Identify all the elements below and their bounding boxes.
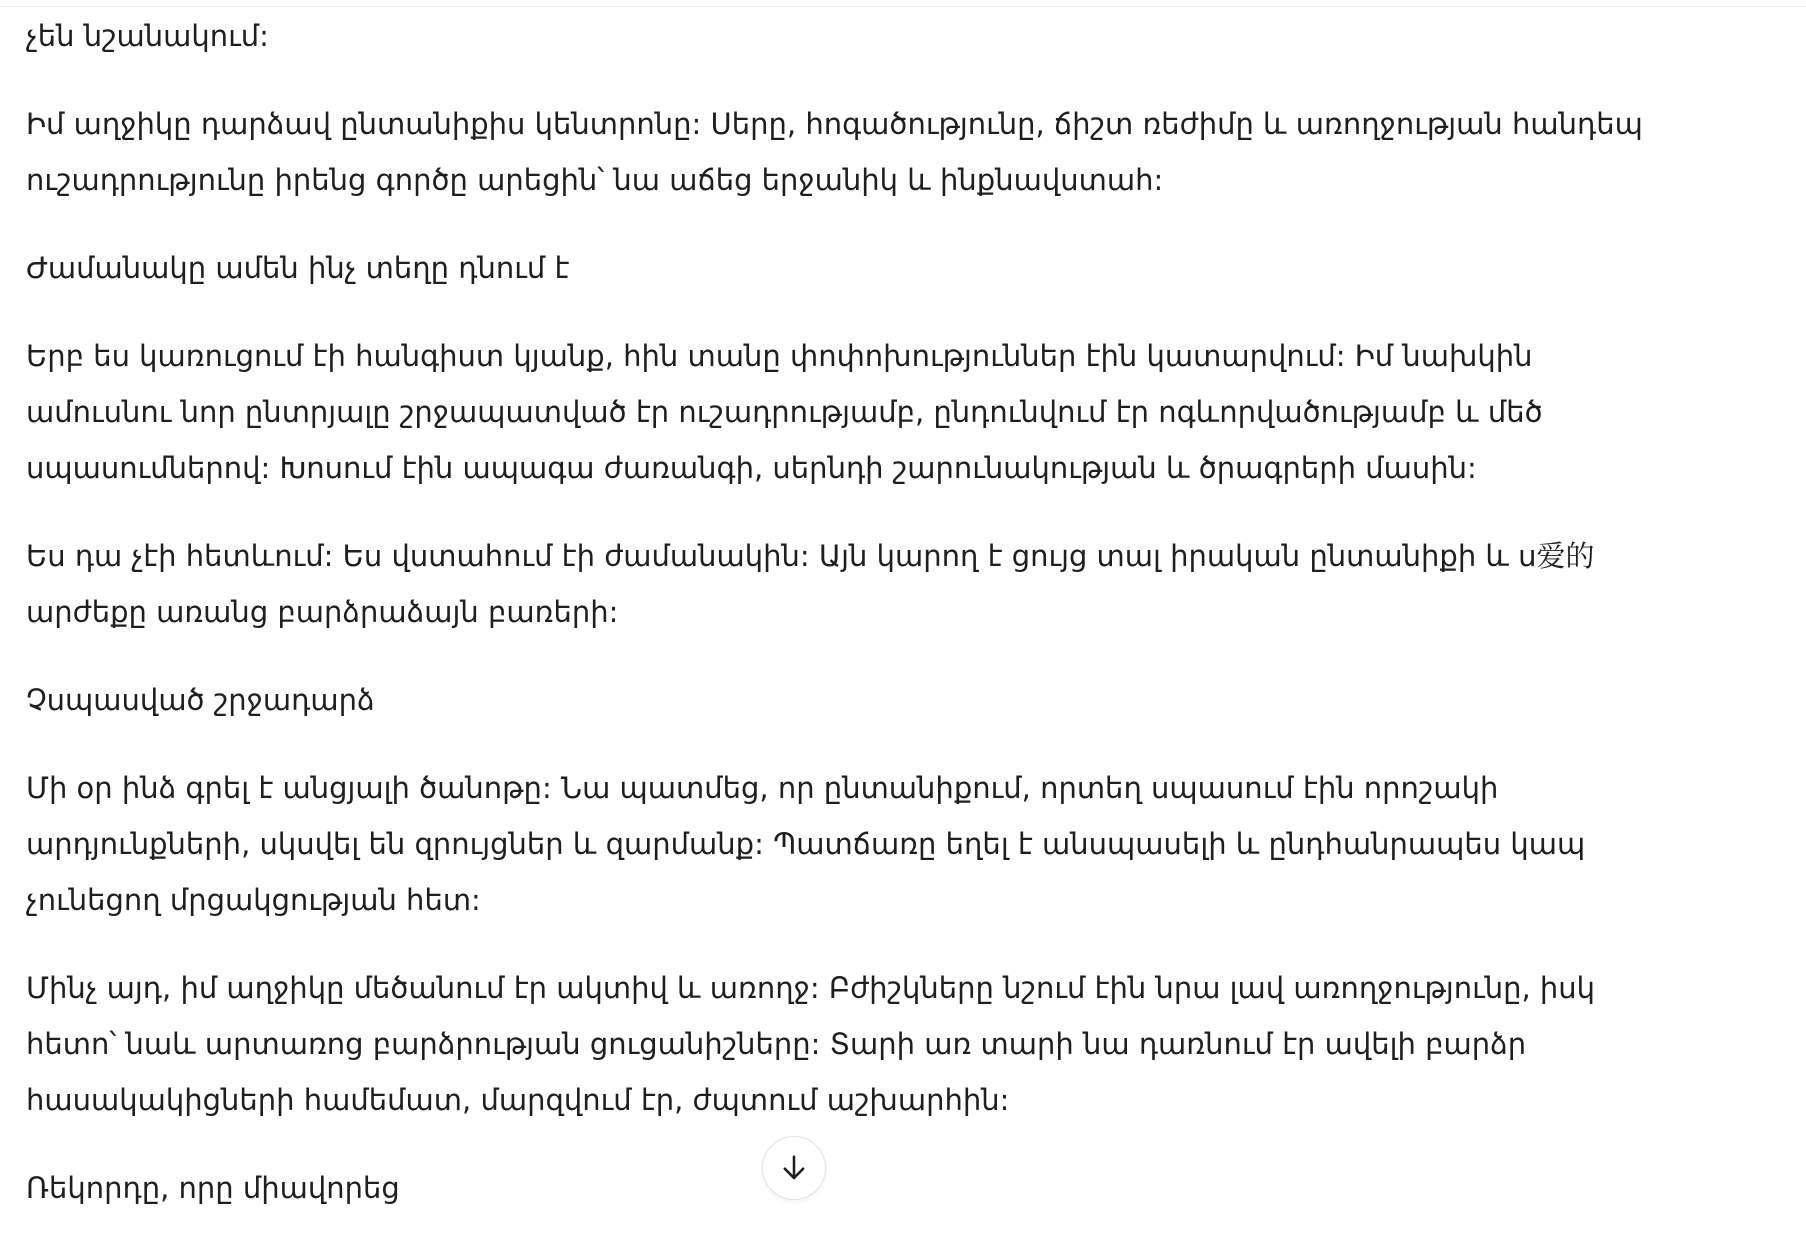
paragraph-3: Ես դա չէի հետևում: Ես վստահում էի ժամանակին: Այն կարող է ցույց տալ իրական ընտանիքի և ս爱的 արժեքը առանց բարձրաձայն բառերի: [26,539,1595,629]
article-body [26,8,1646,1248]
scroll-to-bottom-button[interactable] [762,1136,826,1200]
paragraph-1: Իմ աղջիկը դարձավ ընտանիքիս կենտրոնը: Սերը, հոգածությունը, ճիշտ ռեժիմը և առողջության հանդեպ ուշադրությունը իրենց գործը արեցին՝ նա աճեց երջանիկ և ինքնավստահ: [26,107,1643,197]
top-divider [0,0,1806,7]
paragraph-0: չեն նշանակում: [26,19,269,53]
section-heading-3: Ռեկորդը, որը միավորեց [26,1171,400,1205]
arrow-down-icon [777,1151,811,1185]
paragraph-2: Երբ ես կառուցում էի հանգիստ կյանք, հին տանը փոփոխություններ էին կատարվում: Իմ նախկին ամուսնու նոր ընտրյալը շրջապատված էր ուշադրությամբ, ընդունվում էր ոգևորվածությամբ և մեծ սպասումներով: Խոսում էին ապագա ժառանգի, սերնդի շարունակության և ծրագրերի մասին: [26,339,1543,485]
paragraph-5: Մինչ այդ, իմ աղջիկը մեծանում էր ակտիվ և առողջ: Բժիշկները նշում էին նրա լավ առողջությունը, իսկ հետո՝ նաև արտառոց բարձրության ցուցանիշները: Տարի առ տարի նա դառնում էր ավելի բարձր հասակակիցների համեմատ, մարզվում էր, ժպտում աշխարհին: [26,971,1596,1117]
paragraph-4: Մի օր ինձ գրել է անցյալի ծանոթը: Նա պատմեց, որ ընտանիքում, որտեղ սպասում էին որոշակի արդյունքների, սկսվել են զրույցներ և զարմանք: Պատճառը եղել է անսպասելի և ընդհանրապես կապ չունեցող մրցակցության հետ: [26,771,1586,917]
section-heading-2: Չսպասված շրջադարձ [26,683,375,717]
section-heading-1: Ժամանակը ամեն ինչ տեղը դնում է [26,251,570,285]
